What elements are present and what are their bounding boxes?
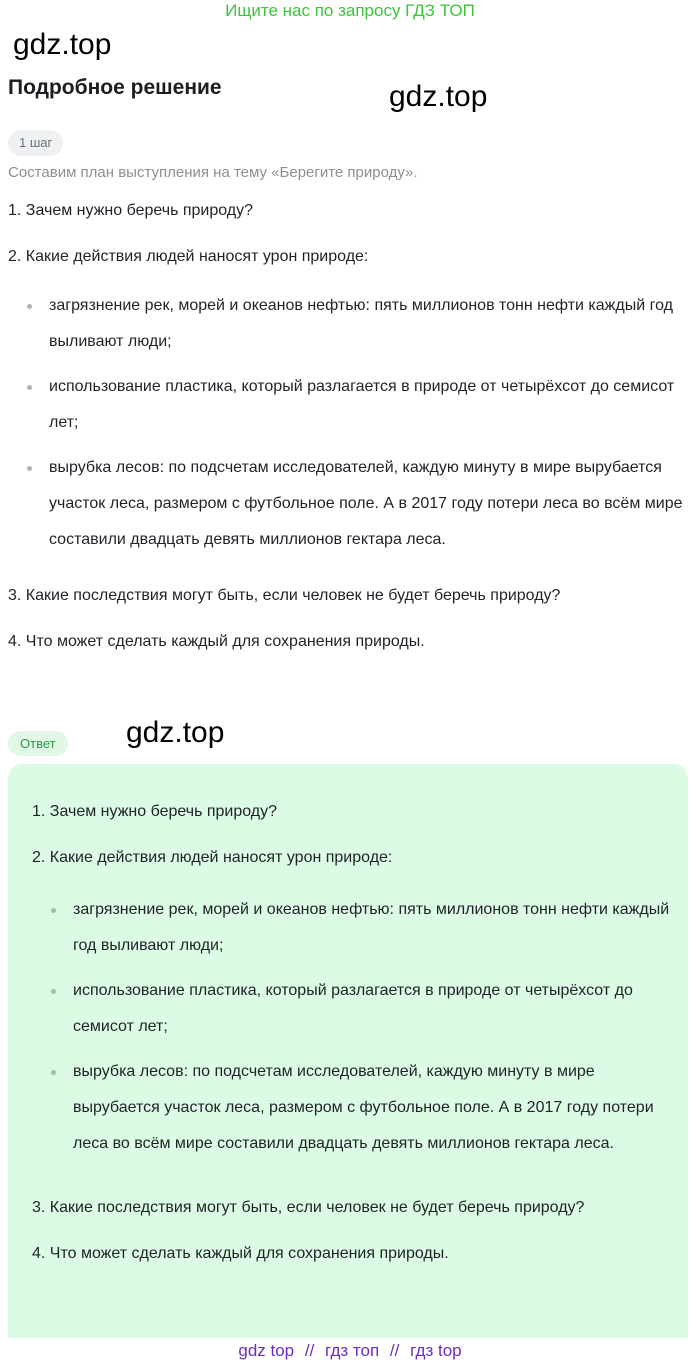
footer-link[interactable]: gdz top [238, 1341, 295, 1360]
list-item: использование пластика, который разлагается в природе от четырёхсот до семисот лет; [32, 973, 672, 1045]
answer-badge: Ответ [8, 731, 68, 756]
footer-links [0, 1341, 700, 1361]
footer-link[interactable]: гдз top [410, 1341, 462, 1360]
answer-question-1: 1. Зачем нужно беречь природу? [32, 803, 278, 820]
step-badge: 1 шаг [8, 130, 63, 156]
answer-damage-list [32, 892, 672, 1162]
watermark: gdz.top [126, 716, 225, 749]
answer-question-3: 3. Какие последствия могут быть, если человек не будет беречь природу? [32, 1199, 585, 1216]
list-item: загрязнение рек, морей и океанов нефтью: пять миллионов тонн нефти каждый год выливают люди; [8, 288, 688, 360]
list-item: вырубка лесов: по подсчетам исследователей, каждую минуту в мире вырубается участок леса, размером с футбольное поле. А в 2017 году потери леса во всём мире составили двадцать девять миллионов гектара леса. [8, 450, 688, 558]
intro-text: Составим план выступления на тему «Берегите природу». [8, 164, 418, 181]
question-1: 1. Зачем нужно беречь природу? [8, 202, 254, 219]
question-4: 4. Что может сделать каждый для сохранения природы. [8, 633, 425, 650]
watermark: gdz.top [389, 80, 488, 113]
answer-question-2: 2. Какие действия людей наносят урон природе: [32, 849, 393, 866]
footer-link[interactable]: гдз топ [325, 1341, 380, 1360]
question-2: 2. Какие действия людей наносят урон природе: [8, 248, 369, 265]
watermark: gdz.top [13, 28, 112, 61]
list-item: загрязнение рек, морей и океанов нефтью: пять миллионов тонн нефти каждый год выливают люди; [32, 892, 672, 964]
footer-separator: // [389, 1341, 400, 1360]
page-title: Подробное решение [8, 76, 222, 99]
answer-content [32, 794, 672, 1272]
footer-separator: // [304, 1341, 315, 1360]
top-banner[interactable]: Ищите нас по запросу ГДЗ ТОП [225, 1, 475, 20]
damage-list [8, 288, 688, 558]
solution-block [8, 198, 688, 655]
list-item: использование пластика, который разлагается в природе от четырёхсот до семисот лет; [8, 369, 688, 441]
answer-question-4: 4. Что может сделать каждый для сохранения природы. [32, 1245, 449, 1262]
answer-box [8, 764, 688, 1338]
list-item: вырубка лесов: по подсчетам исследователей, каждую минуту в мире вырубается участок леса, размером с футбольное поле. А в 2017 году потери леса во всём мире составили двадцать девять миллионов гектара леса. [32, 1054, 672, 1162]
question-3: 3. Какие последствия могут быть, если человек не будет беречь природу? [8, 587, 561, 604]
